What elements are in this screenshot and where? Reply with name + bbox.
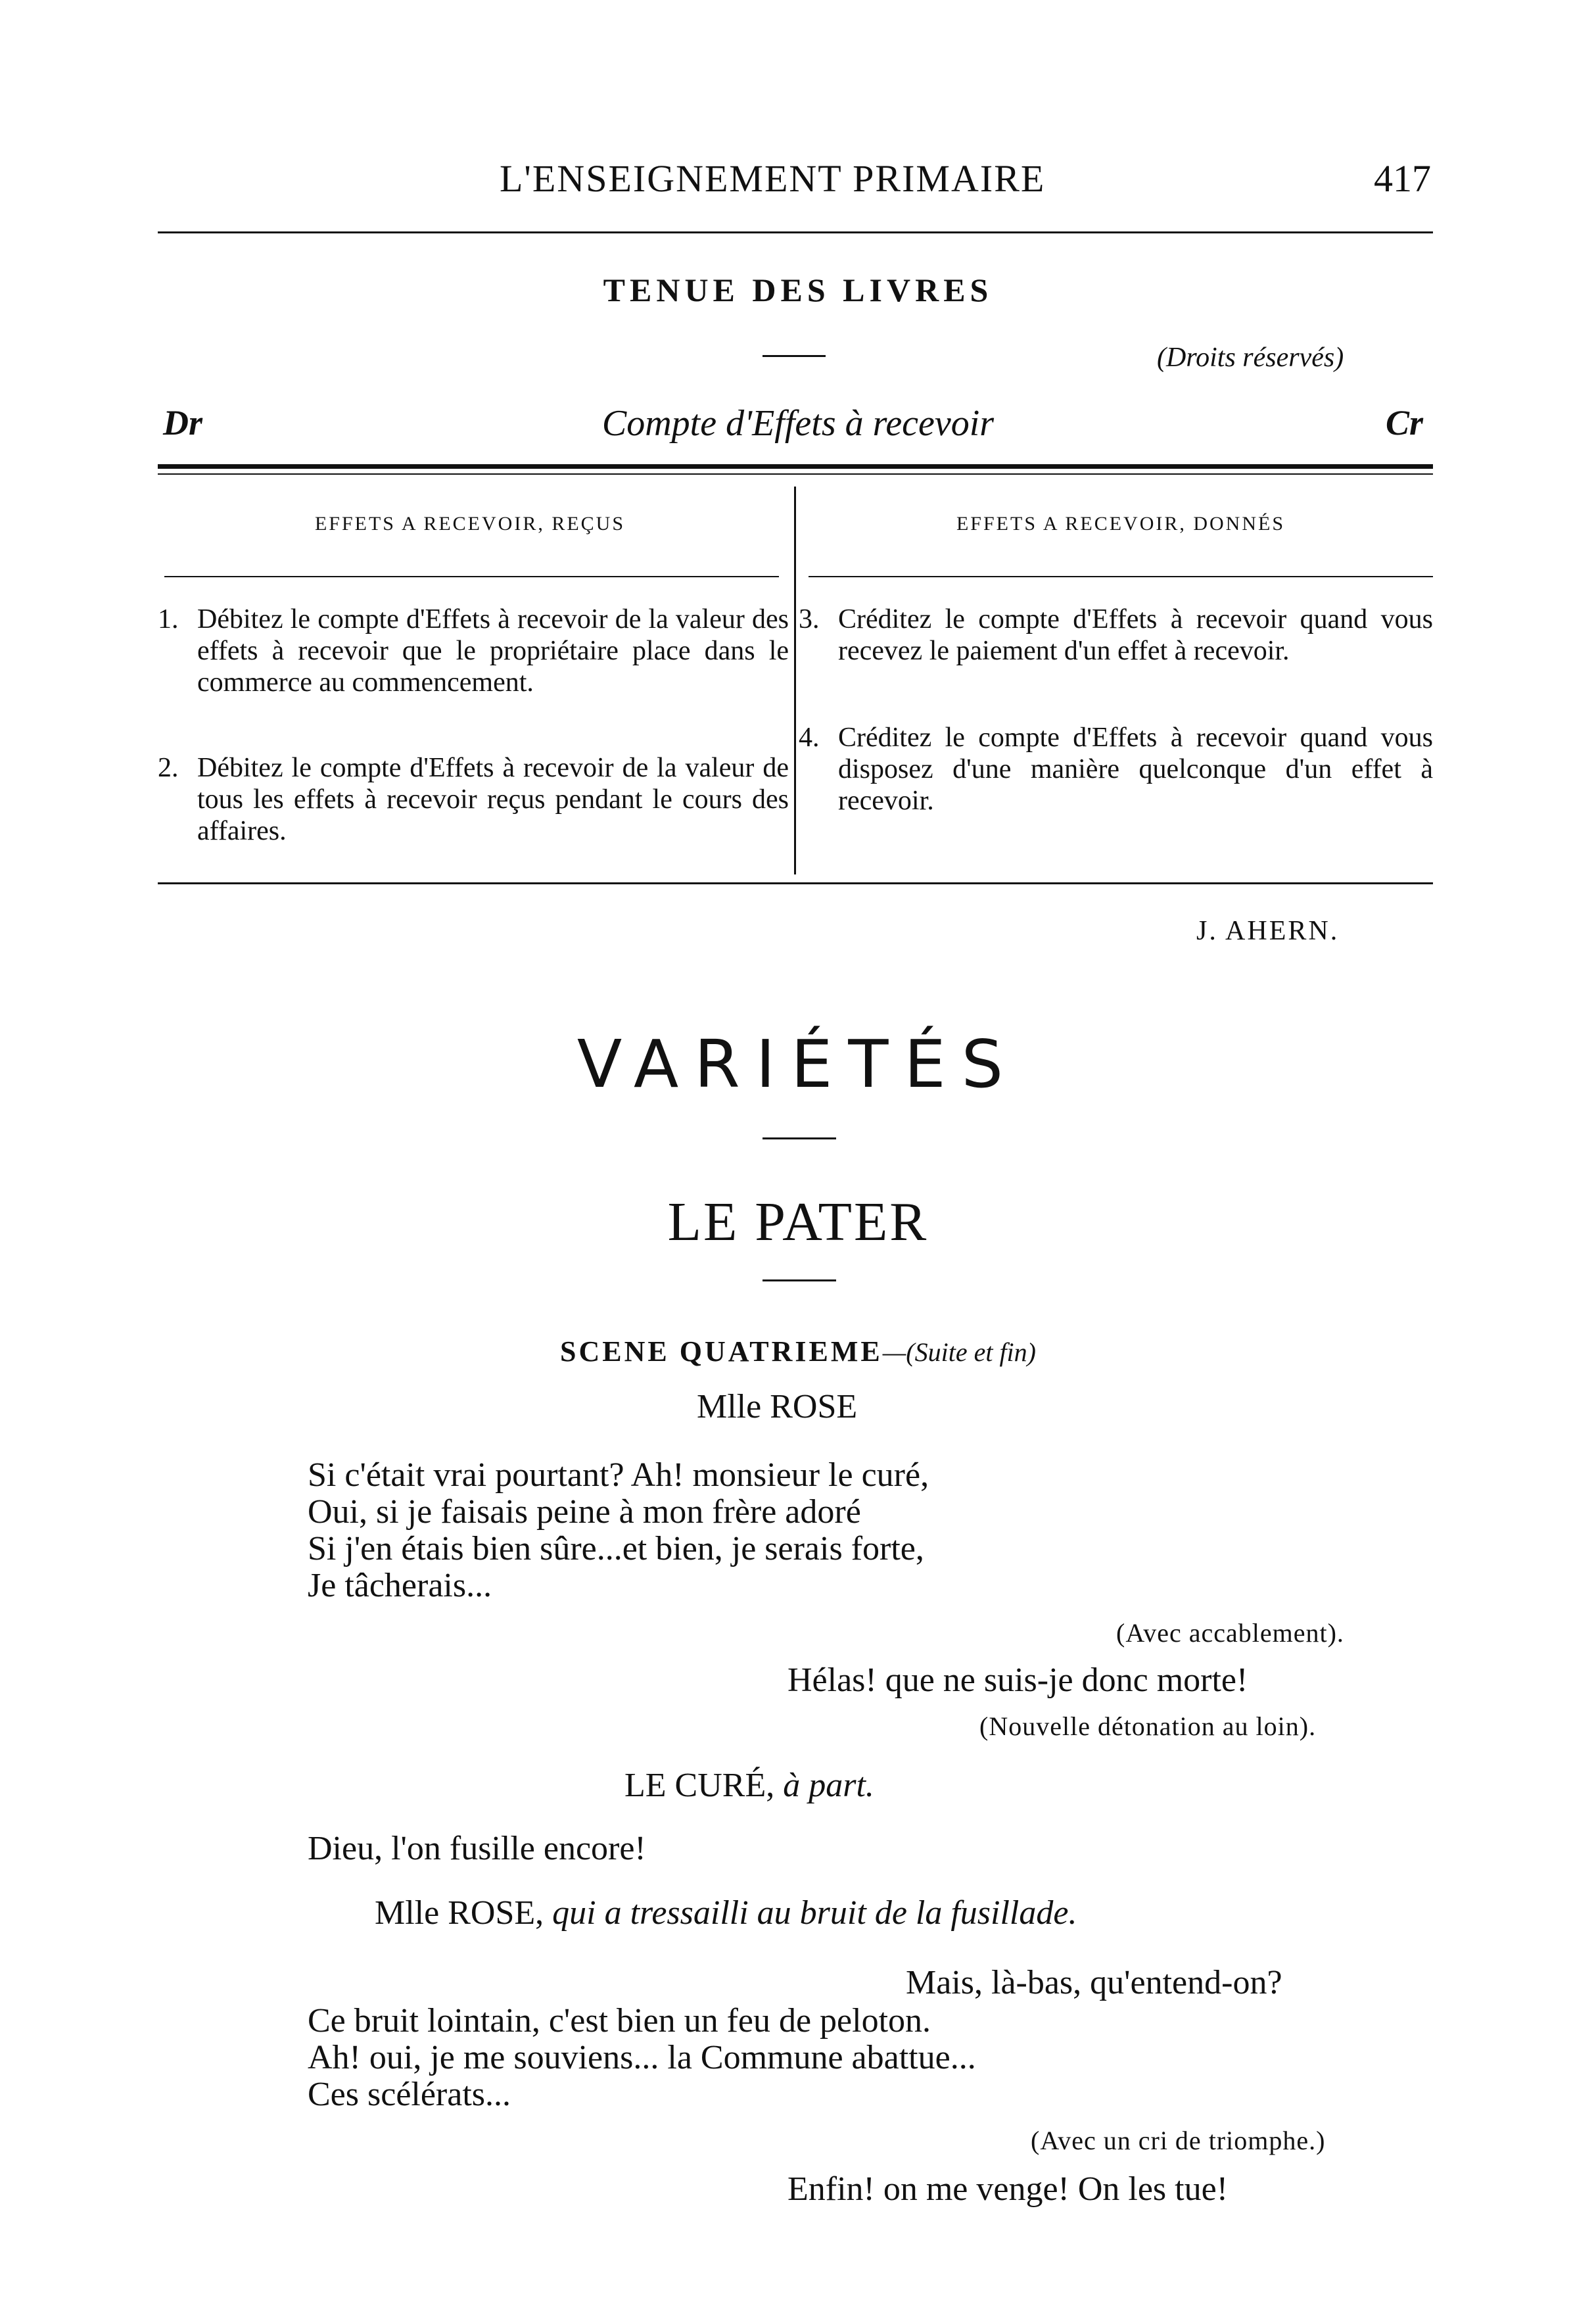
table-column-divider bbox=[794, 487, 796, 874]
debit-label: Dr bbox=[163, 403, 203, 442]
speaker-direction: qui a tressailli au bruit de la fusillade. bbox=[552, 1894, 1077, 1932]
verse-line: Ah! oui, je me souviens... la Commune abattue... bbox=[308, 2039, 976, 2076]
speaker-rose-2 bbox=[375, 1894, 1077, 1932]
verse-line: Ces scélérats... bbox=[308, 2076, 511, 2113]
left-heading-rule bbox=[164, 576, 779, 577]
verse-line: Mais, là-bas, qu'entend-on? bbox=[906, 1964, 1282, 2001]
entry-number: 2. bbox=[158, 753, 179, 783]
speaker-name: LE CURÉ, bbox=[624, 1767, 775, 1804]
verse-line: Si j'en étais bien sûre...et bien, je serais forte, bbox=[308, 1530, 924, 1567]
verse-line: Dieu, l'on fusille encore! bbox=[308, 1830, 646, 1867]
table-top-rule-thin bbox=[158, 473, 1433, 475]
right-column-heading: EFFETS A RECEVOIR, DONNÉS bbox=[956, 513, 1286, 535]
scene-note: —(Suite et fin) bbox=[882, 1337, 1036, 1367]
rights-notice: (Droits réservés) bbox=[1157, 343, 1344, 373]
stage-direction: (Avec accablement). bbox=[1116, 1618, 1344, 1648]
entry-text: Créditez le compte d'Effets à recevoir quand vous recevez le paiement d'un effet à recevoir. bbox=[838, 604, 1433, 666]
author-signature: J. AHERN. bbox=[1196, 916, 1340, 946]
entry-number: 4. bbox=[799, 723, 820, 753]
credit-label: Cr bbox=[1386, 403, 1424, 442]
entry-text: Débitez le compte d'Effets à recevoir de la valeur des effets à recevoir que le propriétaire place dans le commerce au commencement. bbox=[197, 604, 789, 698]
play-title: LE PATER bbox=[667, 1191, 929, 1253]
verse-line: Ce bruit lointain, c'est bien un feu de peloton. bbox=[308, 2002, 931, 2040]
table-bottom-rule bbox=[158, 882, 1433, 884]
entry-text: Créditez le compte d'Effets à recevoir quand vous disposez d'une manière quelconque d'un effet à recevoir. bbox=[838, 723, 1433, 816]
varietes-heading: VARIÉTÉS bbox=[576, 1026, 1020, 1103]
section-title: TENUE DES LIVRES bbox=[603, 272, 993, 308]
ledger-entry-3 bbox=[799, 604, 1433, 667]
scene-title: SCENE QUATRIEME bbox=[560, 1335, 883, 1368]
speaker-name: Mlle ROSE, bbox=[375, 1894, 544, 1932]
entry-text: Débitez le compte d'Effets à recevoir de la valeur de tous les effets à recevoir reçus pendant le cours des affaires. bbox=[197, 753, 789, 846]
speaker-direction: à part. bbox=[783, 1767, 874, 1804]
entry-number: 1. bbox=[158, 604, 179, 634]
verse-line: Oui, si je faisais peine à mon frère adoré bbox=[308, 1493, 861, 1531]
right-heading-rule bbox=[809, 576, 1433, 577]
account-title: Compte d'Effets à recevoir bbox=[601, 403, 995, 444]
stage-direction: (Nouvelle détonation au loin). bbox=[979, 1711, 1317, 1741]
scene-heading bbox=[0, 1335, 1596, 1368]
stage-direction: (Avec un cri de triomphe.) bbox=[1031, 2126, 1326, 2155]
short-divider bbox=[763, 355, 826, 357]
header-rule bbox=[158, 231, 1433, 233]
entry-number: 3. bbox=[799, 604, 820, 634]
ledger-entry-2 bbox=[158, 752, 789, 847]
verse-line: Hélas! que ne suis-je donc morte! bbox=[787, 1661, 1248, 1699]
varietes-divider bbox=[763, 1137, 836, 1139]
verse-line: Si c'était vrai pourtant? Ah! monsieur le curé, bbox=[308, 1456, 929, 1494]
page-number: 417 bbox=[1374, 157, 1431, 200]
ledger-entry-4 bbox=[799, 722, 1433, 817]
left-column-heading: EFFETS A RECEVOIR, REÇUS bbox=[314, 513, 626, 535]
ledger-entry-1 bbox=[158, 604, 789, 698]
verse-line: Je tâcherais... bbox=[308, 1567, 492, 1604]
speaker-rose: Mlle ROSE bbox=[697, 1388, 858, 1425]
table-top-rule-thick bbox=[158, 464, 1433, 469]
verse-line: Enfin! on me venge! On les tue! bbox=[787, 2170, 1229, 2208]
speaker-cure bbox=[624, 1766, 874, 1805]
running-title: L'ENSEIGNEMENT PRIMAIRE bbox=[500, 157, 1046, 200]
pater-divider bbox=[763, 1279, 836, 1281]
